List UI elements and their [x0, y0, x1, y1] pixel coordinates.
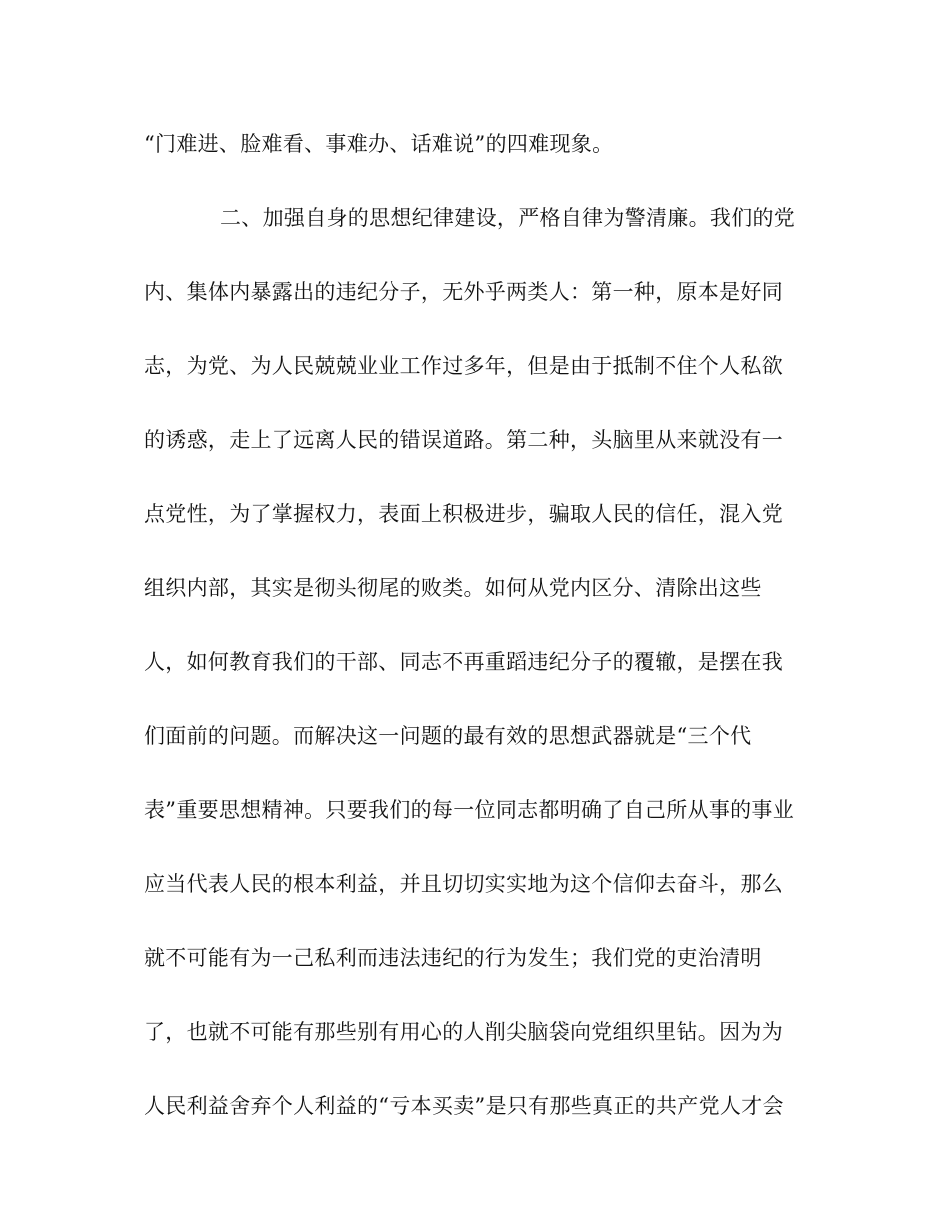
text-line-13: 了，也就不可能有那些别有用心的人削尖脑袋向党组织里钻。因为为: [144, 1020, 783, 1044]
text-line-3: 内、集体内暴露出的违纪分子，无外乎两类人：第一种，原本是好同: [144, 280, 783, 304]
text-line-11: 应当代表人民的根本利益，并且切切实实地为这个信仰去奋斗，那么: [144, 872, 783, 896]
text-line-14: 人民利益舍弃个人利益的“亏本买卖”是只有那些真正的共产党人才会: [144, 1094, 784, 1118]
text-line-8: 人，如何教育我们的干部、同志不再重蹈违纪分子的覆辙，是摆在我: [144, 650, 783, 674]
text-line-10: 表”重要思想精神。只要我们的每一位同志都明确了自己所从事的事业: [144, 798, 795, 822]
text-line-6: 点党性，为了掌握权力，表面上积极进步，骗取人民的信任，混入党: [144, 502, 783, 526]
text-line-5: 的诱惑，走上了远离人民的错误道路。第二种，头脑里从来就没有一: [144, 428, 783, 452]
text-line-1: “门难进、脸难看、事难办、话难说”的四难现象。: [144, 132, 614, 156]
text-line-7: 组织内部，其实是彻头彻尾的败类。如何从党内区分、清除出这些: [144, 576, 762, 600]
paragraph-2-first-line: 二、加强自身的思想纪律建设，严格自律为警清廉。我们的党: [220, 206, 796, 230]
text-line-9: 们面前的问题。而解决这一问题的最有效的思想武器就是“三个代: [144, 724, 752, 748]
text-line-12: 就不可能有为一己私利而违法违纪的行为发生；我们党的吏治清明: [144, 946, 762, 970]
text-line-4: 志，为党、为人民兢兢业业工作过多年，但是由于抵制不住个人私欲: [144, 354, 783, 378]
